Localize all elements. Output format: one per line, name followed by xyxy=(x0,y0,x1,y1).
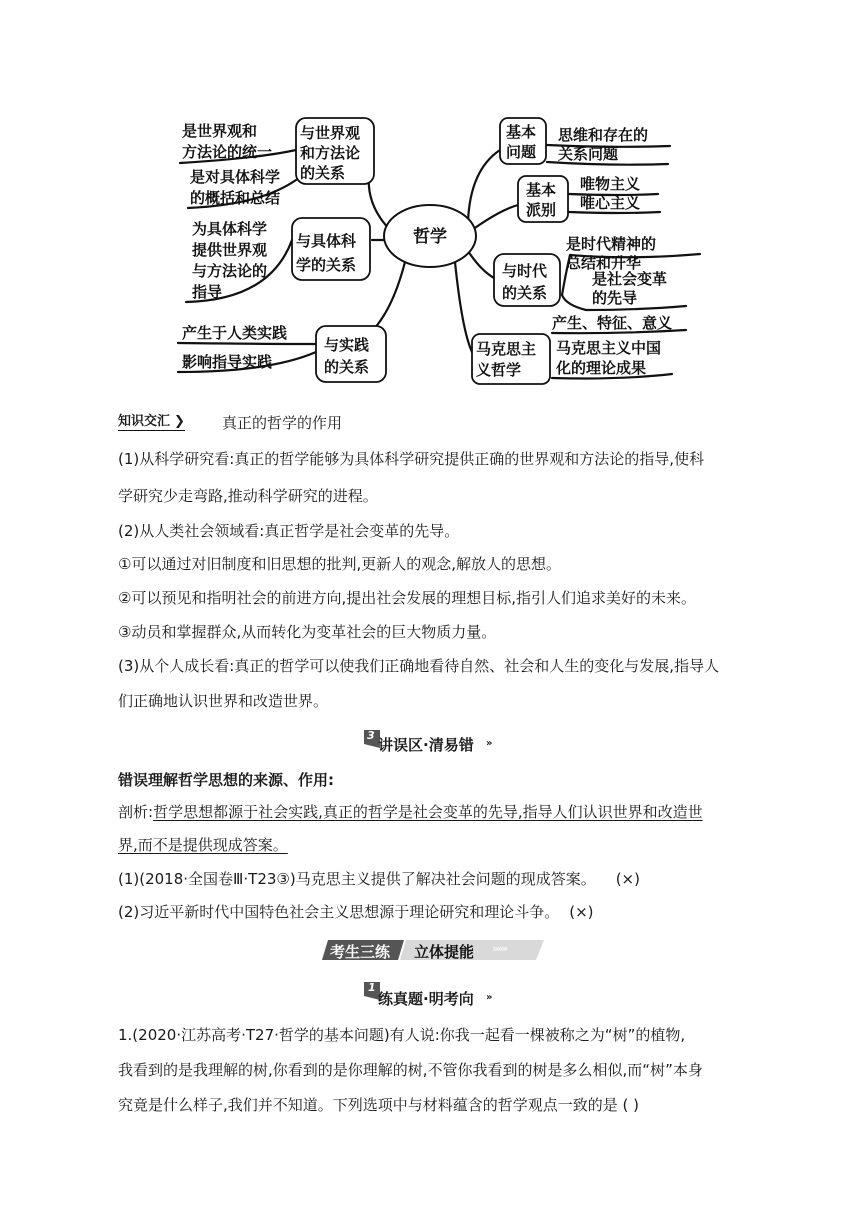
question-line: 我看到的是我理解的树,你看到的是你理解的树,不管你我看到的树是多么相似,而“树”本身 xyxy=(118,1061,703,1079)
section-number: 3 xyxy=(367,729,375,742)
error-heading: 错误理解哲学思想的来源、作用: xyxy=(118,771,335,789)
arrows-icon: »»» xyxy=(492,942,507,955)
box-label: 学的关系 xyxy=(296,256,357,274)
box-label: 的关系 xyxy=(324,358,370,376)
section1-title: 练真题·明考向 xyxy=(378,990,474,1008)
double-chevron-icon: » xyxy=(486,738,493,749)
knowledge-para: (1)从科学研究看:真正的哲学能够为具体科学研究提供正确的世界观和方法论的指导,使科 xyxy=(118,450,705,468)
box-label: 的关系 xyxy=(300,164,346,182)
leaf-label: 是世界观和 xyxy=(182,122,258,140)
leaf-label: 的先导 xyxy=(592,289,638,307)
knowledge-para: (2)从人类社会领域看:真正哲学是社会变革的先导。 xyxy=(118,522,460,540)
box-label: 问题 xyxy=(506,143,537,161)
leaf-label: 与方法论的 xyxy=(192,262,268,280)
knowledge-para: ②可以预见和指明社会的前进方向,提出社会发展的理想目标,指引人们追求美好的未来。 xyxy=(118,589,696,607)
analysis-text: 哲学思想都源于社会实践,真正的哲学是社会变革的先导,指导人们认识世界和改造世 xyxy=(153,803,703,821)
box-label: 和方法论 xyxy=(300,144,361,162)
section1-header xyxy=(362,980,502,1006)
knowledge-para: (3)从个人成长看:真正的哲学可以使我们正确地看待自然、社会和人生的变化与发展,指导人 xyxy=(118,657,720,675)
practice-ribbon xyxy=(322,938,544,962)
analysis-line xyxy=(118,801,703,822)
question-line: 1.(2020·江苏高考·T27·哲学的基本问题)有人说:你我一起看一棵被称之为“树”的植物, xyxy=(118,1026,686,1044)
box-label: 的关系 xyxy=(502,284,548,302)
ribbon-left-label: 考生三练 xyxy=(330,943,391,961)
box-label: 与具体科 xyxy=(296,232,357,250)
section3-title: 讲误区·清易错 xyxy=(378,736,474,754)
judgement-item xyxy=(118,901,594,922)
leaf-label: 提供世界观 xyxy=(192,241,268,259)
box-label: 基本 xyxy=(526,181,557,199)
knowledge-tag xyxy=(118,410,185,431)
knowledge-tag-label: 知识交汇 xyxy=(118,414,171,429)
judgement-mark: (×) xyxy=(569,903,594,921)
analysis-text: 界,而不是提供现成答案。 xyxy=(118,836,288,854)
knowledge-para: ③动员和掌握群众,从而转化为变革社会的巨大物质力量。 xyxy=(118,623,497,641)
leaf-label: 总结和升华 xyxy=(566,254,642,272)
analysis-label: 剖析: xyxy=(118,803,154,821)
box-label: 与实践 xyxy=(324,336,370,354)
leaf-label: 是时代精神的 xyxy=(566,235,657,253)
judgement-text: (2)习近平新时代中国特色社会主义思想源于理论研究和理论斗争。 xyxy=(118,903,560,921)
chevron-right-icon: ❯ xyxy=(174,414,185,429)
leaf-label: 的概括和总结 xyxy=(190,189,281,207)
leaf-label: 方法论的统一 xyxy=(182,143,273,161)
judgement-text: (1)(2018·全国卷Ⅲ·T23③)马克思主义提供了解决社会问题的现成答案。 xyxy=(118,870,596,888)
leaf-label: 关系问题 xyxy=(558,145,619,163)
question-line: 究竟是什么样子,我们并不知道。下列选项中与材料蕴含的哲学观点一致的是 ( ) xyxy=(118,1096,640,1114)
philosophy-mind-map xyxy=(0,0,860,390)
leaf-label: 产生、特征、意义 xyxy=(552,314,673,332)
box-label: 与世界观 xyxy=(300,124,361,142)
box-label: 派别 xyxy=(526,201,557,219)
judgement-item xyxy=(118,868,640,889)
knowledge-title: 真正的哲学的作用 xyxy=(222,414,343,432)
leaf-label: 是社会变革 xyxy=(592,270,668,288)
ribbon-right-label: 立体提能 xyxy=(414,943,475,961)
leaf-label: 指导 xyxy=(192,283,223,301)
section3-header xyxy=(362,728,502,752)
leaf-label: 影响指导实践 xyxy=(182,353,273,371)
center-label: 哲学 xyxy=(413,227,447,247)
knowledge-para: 们正确地认识世界和改造世界。 xyxy=(118,692,329,710)
section-number: 1 xyxy=(368,981,376,994)
leaf-label: 思维和存在的 xyxy=(558,126,649,144)
box-label: 基本 xyxy=(506,123,537,141)
knowledge-para: ①可以通过对旧制度和旧思想的批判,更新人的观念,解放人的思想。 xyxy=(118,555,561,573)
leaf-label: 马克思主义中国 xyxy=(556,339,662,357)
leaf-label: 为具体科学 xyxy=(192,220,268,238)
knowledge-para: 学研究少走弯路,推动科学研究的进程。 xyxy=(118,487,378,505)
double-chevron-icon: » xyxy=(486,992,493,1003)
leaf-label: 唯物主义 xyxy=(580,175,641,193)
leaf-label: 产生于人类实践 xyxy=(182,324,288,342)
box-label: 与时代 xyxy=(502,262,548,280)
box-label: 义哲学 xyxy=(476,361,522,379)
judgement-mark: (×) xyxy=(615,870,640,888)
box-label: 马克思主 xyxy=(476,340,537,358)
leaf-label: 唯心主义 xyxy=(580,194,641,212)
leaf-label: 化的理论成果 xyxy=(556,359,647,377)
leaf-label: 是对具体科学 xyxy=(190,168,281,186)
